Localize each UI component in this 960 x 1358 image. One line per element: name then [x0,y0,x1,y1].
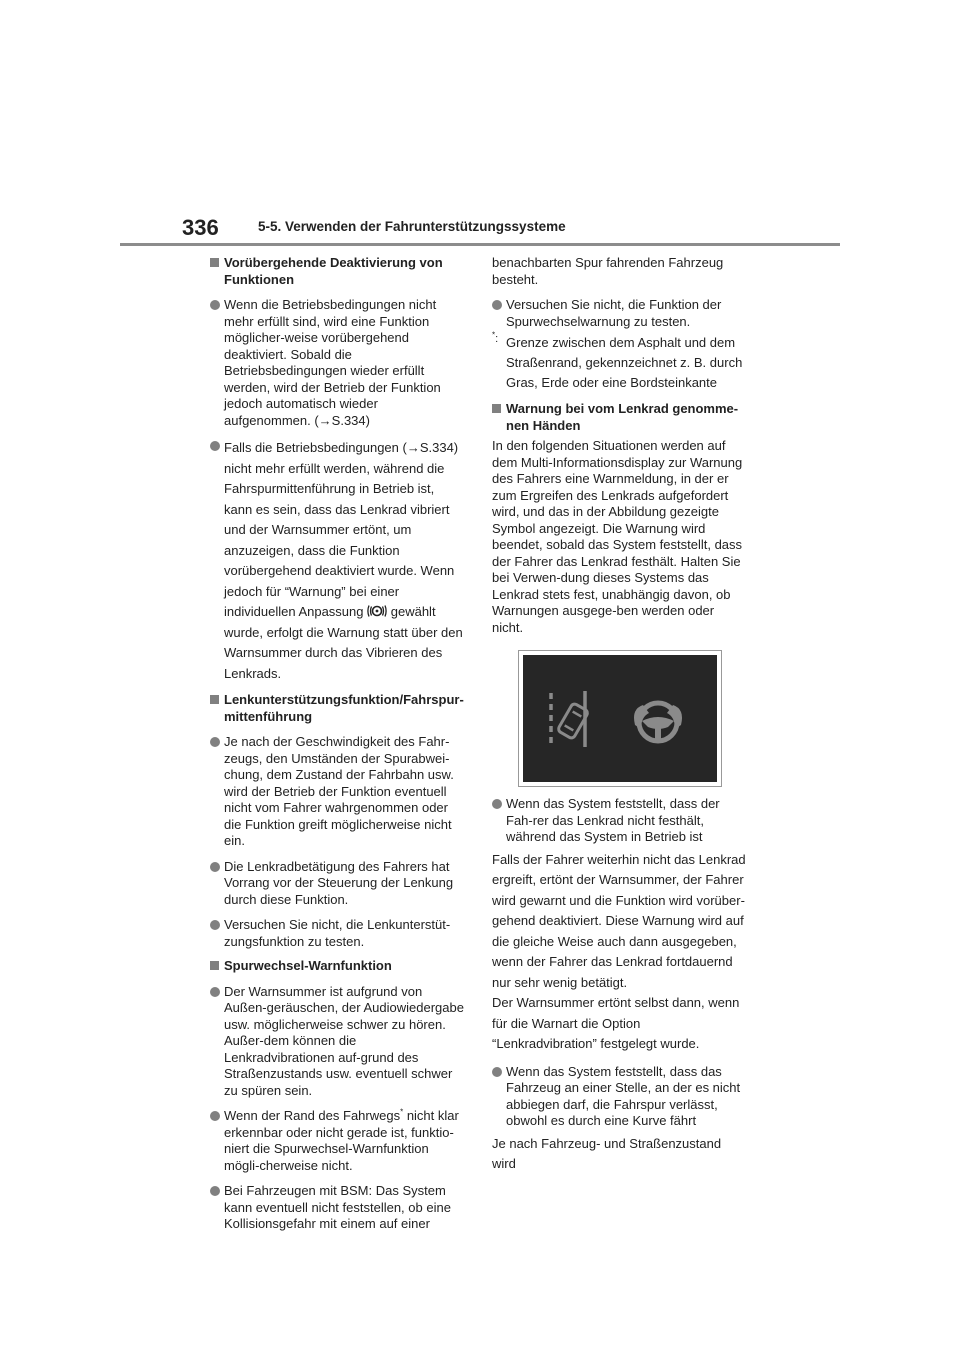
hands-on-wheel-icon [634,703,682,741]
bullet-road-edge-unclear [210,1108,466,1174]
section-heading-hands-off-warning: Warnung bei vom Lenkrad genomme-nen Händen [492,401,748,434]
chapter-title: 5-5. Verwenden der Fahrunterstützungssysteme [258,219,566,234]
lane-departure-icon [551,691,589,747]
bullet-driver-priority: Die Lenkradbetätigung des Fahrers hat Vorrang vor der Steuerung der Lenkung durch diese Funktion. [210,859,466,909]
paragraph-continued: Je nach Fahrzeug- und Straßenzustand wird [492,1135,722,1171]
footnote-marker: * [400,1107,404,1117]
section-heading-steering-assist: Lenkunterstützungsfunktion/Fahrspur-mittenführung [210,692,466,725]
bullet-conditions-not-met: Wenn die Betriebsbedingungen nicht mehr erfüllt sind, wird eine Funktion möglicher-weise vorübergehend deaktiviert. Sobald die Betriebsbedingungen wieder erfüllt werden, wird der Betrieb der Funktion jedoch automatisch wieder aufgenommen. (→S.334) [210,297,466,429]
footnote [492,330,748,393]
bullet-bsm-vehicles: Bei Fahrzeugen mit BSM: Das System kann eventuell nicht feststellen, ob eine Kollisionsgefahr mit einem auf einer [210,1183,466,1233]
bullet-text-part2: nicht klar erkennbar oder nicht gerade ist, funktio-niert die Spurwechsel-Warnfunktion mögli-cherweise nicht. [224,1108,459,1173]
continued-text: benachbarten Spur fahrenden Fahrzeug besteht. [492,255,724,287]
bullet-do-not-test-lane-warning: Versuchen Sie nicht, die Funktion der Spurwechselwarnung zu testen. [492,297,748,330]
footnote-mark: *: [492,330,499,345]
bullet-do-not-test-steering: Versuchen Sie nicht, die Lenkunterstüt-zungsfunktion zu testen. [210,917,466,950]
paragraph-buzzer-vibration-option: Der Warnsummer ertönt selbst dann, wenn für die Warnart die Option “Lenkradvibration” festgelegt wurde. [492,995,740,1051]
bullet-speed-dependent: Je nach der Geschwindigkeit des Fahr-zeugs, den Umständen der Spurabwei-chung, dem Zustand der Fahrbahn usw. wird der Betrieb der Funktion eventuell nicht vom Fahrer wahrgenommen oder die Funktion greift möglicherweise nicht ein. [210,734,466,850]
display-icons [523,655,717,782]
bullet-lane-centering-warning [210,438,466,684]
section-heading-temporary-deactivation: Vorübergehende Deaktivierung von Funktionen [210,255,466,288]
bullet-text-part2: gewählt wurde, erfolgt die Warnung statt über den Warnsummer durch das Vibrieren des Lenkrads. [224,604,463,681]
footnote-text: Grenze zwischen dem Asphalt und dem Straßenrand, gekennzeichnet z. B. durch Gras, Erde oder eine Bordsteinkante [506,335,743,390]
bullet-driver-not-holding-wheel: Wenn das System feststellt, dass der Fah-rer das Lenkrad nicht festhält, während das System in Betrieb ist [492,796,748,846]
bullet-leaving-lane-in-curve: Wenn das System feststellt, dass das Fahrzeug an einer Stelle, an der es nicht abbiegen darf, die Fahrspur verlässt, obwohl es durch eine Kurve fährt [492,1064,748,1130]
steering-vibration-icon [367,604,387,618]
right-column [492,255,748,1175]
bullet-text-part1: Wenn der Rand des Fahrwegs [224,1108,401,1123]
bullet-text-part1: Falls die Betriebsbedingungen (→S.334) nicht mehr erfüllt werden, während die Fahrspurmittenführung in Betrieb ist, kann es sein, dass das Lenkrad vibriert und der Warnsummer ertönt, um anzuzeigen, dass die Funktion vorübergehend deaktiviert wurde. Wenn jedoch für “Warnung” bei einer individuellen Anpassung [224,440,459,619]
page-number: 336 [182,215,219,240]
paragraph-hands-off-intro: In den folgenden Situationen werden auf dem Multi-Informationsdisplay zur Warnung des Fahrers eine Warnmeldung, in der er zum Ergreifen des Lenkrads aufgefordert wird, und das in der Abbildung gezeigte Symbol angezeigt. Die Warnung wird beendet, sobald das System feststellt, dass der Fahrer das Lenkrad festhält. Halten Sie bei Verwen-dung dieses Systems das Lenkrad stets fest, unabhängig davon, ob Warnungen ausgege-ben werden oder nicht. [492,438,743,635]
header-rule [120,243,840,246]
paragraph-buzzer-warning: Falls der Fahrer weiterhin nicht das Lenkrad ergreift, ertönt der Warnsummer, der Fahrer wird gewarnt und die Funktion wird vorüber-gehend deaktiviert. Diese Warnung wird auf die gleiche Weise auch dann ausgegeben, wenn der Fahrer das Lenkrad fortdauernd nur sehr wenig betätigt. [492,851,746,990]
multi-information-display [523,655,717,782]
section-heading-lane-departure-warning: Spurwechsel-Warnfunktion [210,958,466,975]
left-column [210,255,466,1233]
bullet-buzzer-hard-to-hear: Der Warnsummer ist aufgrund von Außen-geräuschen, der Audiowiedergabe usw. möglicherweise schwer zu hören. Außer-dem können die Lenkradvibrationen auf-grund des Straßenzustands usw. eventuell schwer zu spüren sein. [210,984,466,1100]
display-illustration [518,650,722,787]
